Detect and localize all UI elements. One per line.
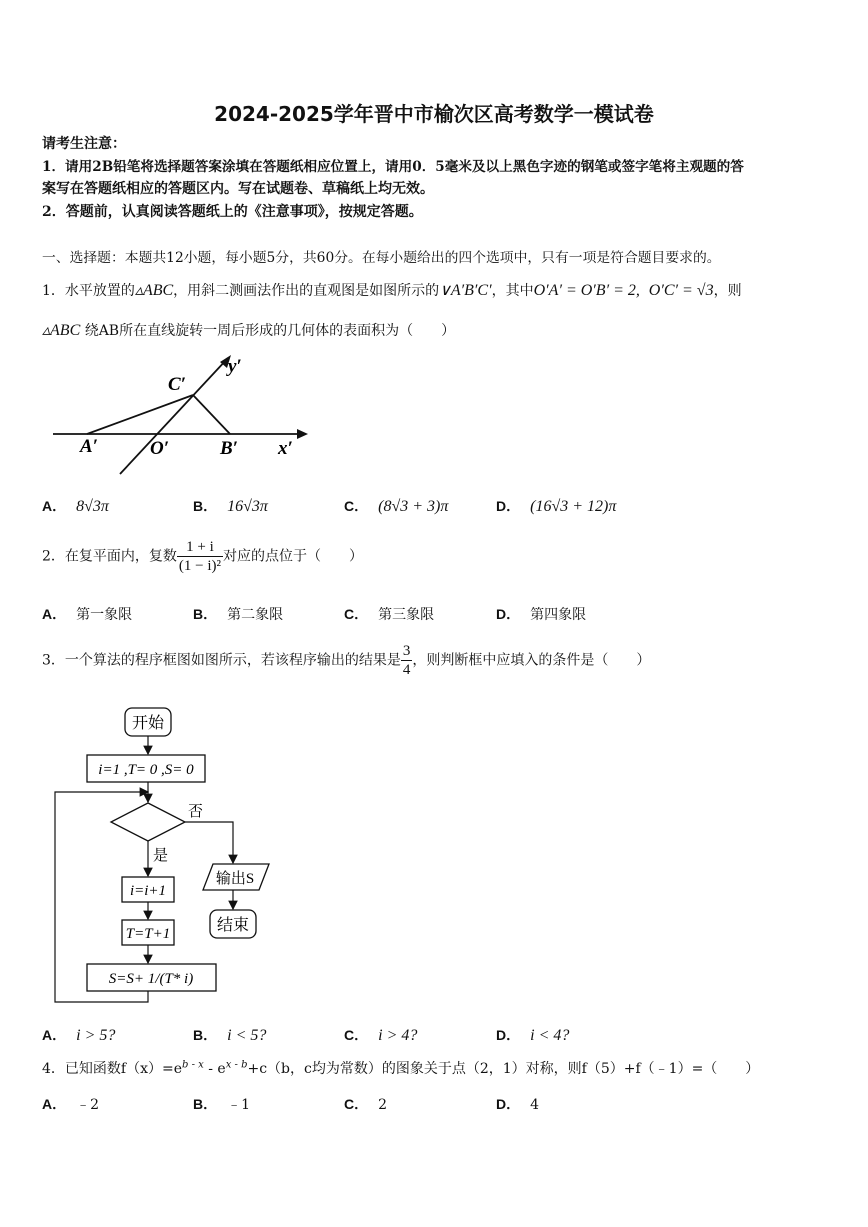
option-text: ﹣2 (76, 1097, 100, 1113)
q1-option-c[interactable] (344, 496, 448, 516)
q4-option-d[interactable] (496, 1094, 539, 1114)
q4-exp1: b - x (182, 1059, 204, 1071)
label-c: C′ (168, 374, 187, 395)
label-x: x′ (278, 438, 293, 459)
q1-text-a: 1．水平放置的 (42, 283, 135, 299)
q1-eq2: O′C′ = √3 (648, 282, 714, 299)
q3-flowchart (45, 700, 285, 1010)
option-text: i > 5? (76, 1027, 116, 1044)
q2-stem (42, 538, 363, 575)
option-letter: A． (42, 1096, 67, 1112)
option-text: 第一象限 (76, 607, 133, 623)
option-letter: A． (42, 606, 67, 622)
option-text: i > 4? (378, 1027, 418, 1044)
q2-prefix: 2．在复平面内，复数 (42, 548, 177, 565)
notice-heading: 请考生注意： (42, 136, 126, 152)
q1-text-c: ，其中 (491, 283, 534, 299)
q2-suffix: 对应的点位于（ ） (223, 548, 364, 565)
option-letter: D． (496, 1096, 521, 1112)
yes-label: 是 (153, 848, 169, 864)
q1-text-e: 绕AB所在直线旋转一周后形成的几何体的表面积为（ ） (80, 323, 456, 339)
option-letter: C． (344, 1027, 369, 1043)
option-letter: B． (193, 606, 218, 622)
option-text: 8√3π (76, 498, 109, 515)
no-label: 否 (188, 804, 204, 820)
q1-oblique-figure (50, 350, 310, 480)
notice-line1b: 案写在答题纸相应的答题区内。写在试题卷、草稿纸上均无效。 (42, 181, 434, 197)
q4-exp2: x - b (225, 1059, 248, 1071)
q3-numerator: 3 (402, 643, 411, 659)
decision-diamond (111, 803, 185, 841)
option-text: i < 4? (530, 1027, 570, 1044)
q2-numerator: 1 + i (177, 538, 223, 557)
x-axis-arrow (297, 429, 308, 439)
step2-label: T=T+1 (125, 926, 171, 942)
option-text: 第二象限 (227, 607, 284, 623)
q4-option-b[interactable] (193, 1094, 250, 1114)
option-text: 第四象限 (530, 607, 587, 623)
q4-option-a[interactable] (42, 1094, 99, 1114)
step1-label: i=i+1 (129, 883, 167, 899)
q1-triangle: ▵ABC (134, 282, 174, 299)
q3-option-c[interactable] (344, 1025, 417, 1045)
q1-text-d: ，则 (713, 283, 742, 299)
notice-line2: 2．答题前，认真阅读答题纸上的《注意事项》，按规定答题。 (42, 204, 423, 220)
option-text: 第三象限 (378, 607, 435, 623)
q1-oblique-triangle: ∨A′B′C′ (439, 282, 492, 299)
page-title: 2024-2025学年晋中市榆次区高考数学一模试卷 (214, 102, 654, 126)
step3-label: S=S+ 1/(T* i) (108, 971, 194, 987)
option-text: i < 5? (227, 1027, 267, 1044)
option-letter: A． (42, 1027, 67, 1043)
q1-text-b: ，用斜二测画法作出的直观图是如图所示的 (173, 283, 440, 299)
q4-mid: - e (203, 1061, 226, 1077)
q1-option-b[interactable] (193, 496, 268, 516)
q3-option-a[interactable] (42, 1025, 115, 1045)
q3-option-d[interactable] (496, 1025, 569, 1045)
option-letter: B． (193, 498, 218, 514)
q4-rest: +c（b，c均为常数）的图象关于点（2，1）对称，则f（5）+f（﹣1）=（ ） (247, 1061, 760, 1077)
option-text: 4 (530, 1097, 540, 1113)
option-letter: D． (496, 1027, 521, 1043)
segment-ac (87, 395, 193, 434)
output-label: 输出S (215, 871, 255, 887)
section-heading: 一、选择题：本题共12小题，每小题5分，共60分。在每小题给出的四个选项中，只有一项是符合题目要求的。 (42, 250, 721, 266)
option-letter: B． (193, 1027, 218, 1043)
q1-triangle-2: ▵ABC (42, 322, 81, 339)
option-letter: C． (344, 606, 369, 622)
q2-denominator: (1 − i)² (178, 558, 222, 574)
q2-option-d[interactable] (496, 604, 586, 624)
q1-option-a[interactable] (42, 496, 109, 516)
q4-stem (42, 1058, 759, 1078)
q2-option-b[interactable] (193, 604, 283, 624)
q2-option-a[interactable] (42, 604, 132, 624)
end-label: 结束 (216, 917, 250, 934)
q3-option-b[interactable] (193, 1025, 266, 1045)
option-text: 2 (378, 1097, 388, 1113)
q1-option-d[interactable] (496, 496, 616, 516)
segment-cb (193, 395, 230, 434)
notice-line1a: 1．请用2B铅笔将选择题答案涂填在答题纸相应位置上，请用0．5毫米及以上黑色字迹的钢笔或签字笔将主观题的答 (42, 159, 744, 175)
q1-eq1: O′A′ = O′B′ = 2, (533, 282, 640, 299)
option-text: (8√3 + 3)π (378, 498, 449, 515)
q3-stem (42, 642, 650, 679)
q3-denominator: 4 (402, 662, 411, 678)
option-letter: A． (42, 498, 67, 514)
option-text: 16√3π (227, 498, 268, 515)
option-letter: D． (496, 498, 521, 514)
label-y: y′ (228, 356, 242, 377)
q4-text: 4．已知函数f（x）=e (42, 1061, 182, 1077)
q2-option-c[interactable] (344, 604, 434, 624)
q3-prefix: 3．一个算法的程序框图如图所示，若该程序输出的结果是 (42, 652, 401, 669)
q4-option-c[interactable] (344, 1094, 387, 1114)
q3-suffix: ，则判断框中应填入的条件是（ ） (412, 652, 651, 669)
label-o: O′ (150, 438, 170, 459)
q3-fraction (401, 642, 413, 679)
label-a: A′ (80, 436, 99, 457)
option-text: ﹣1 (227, 1097, 251, 1113)
option-letter: C． (344, 1096, 369, 1112)
start-label: 开始 (131, 715, 165, 732)
q1-stem-line1 (42, 280, 742, 300)
option-letter: B． (193, 1096, 218, 1112)
option-text: (16√3 + 12)π (530, 498, 617, 515)
q2-fraction (177, 538, 223, 575)
label-b: B′ (220, 438, 239, 459)
init-label: i=1 ,T= 0 ,S= 0 (98, 762, 194, 778)
option-letter: C． (344, 498, 369, 514)
option-letter: D． (496, 606, 521, 622)
q1-stem-line2 (42, 320, 455, 340)
